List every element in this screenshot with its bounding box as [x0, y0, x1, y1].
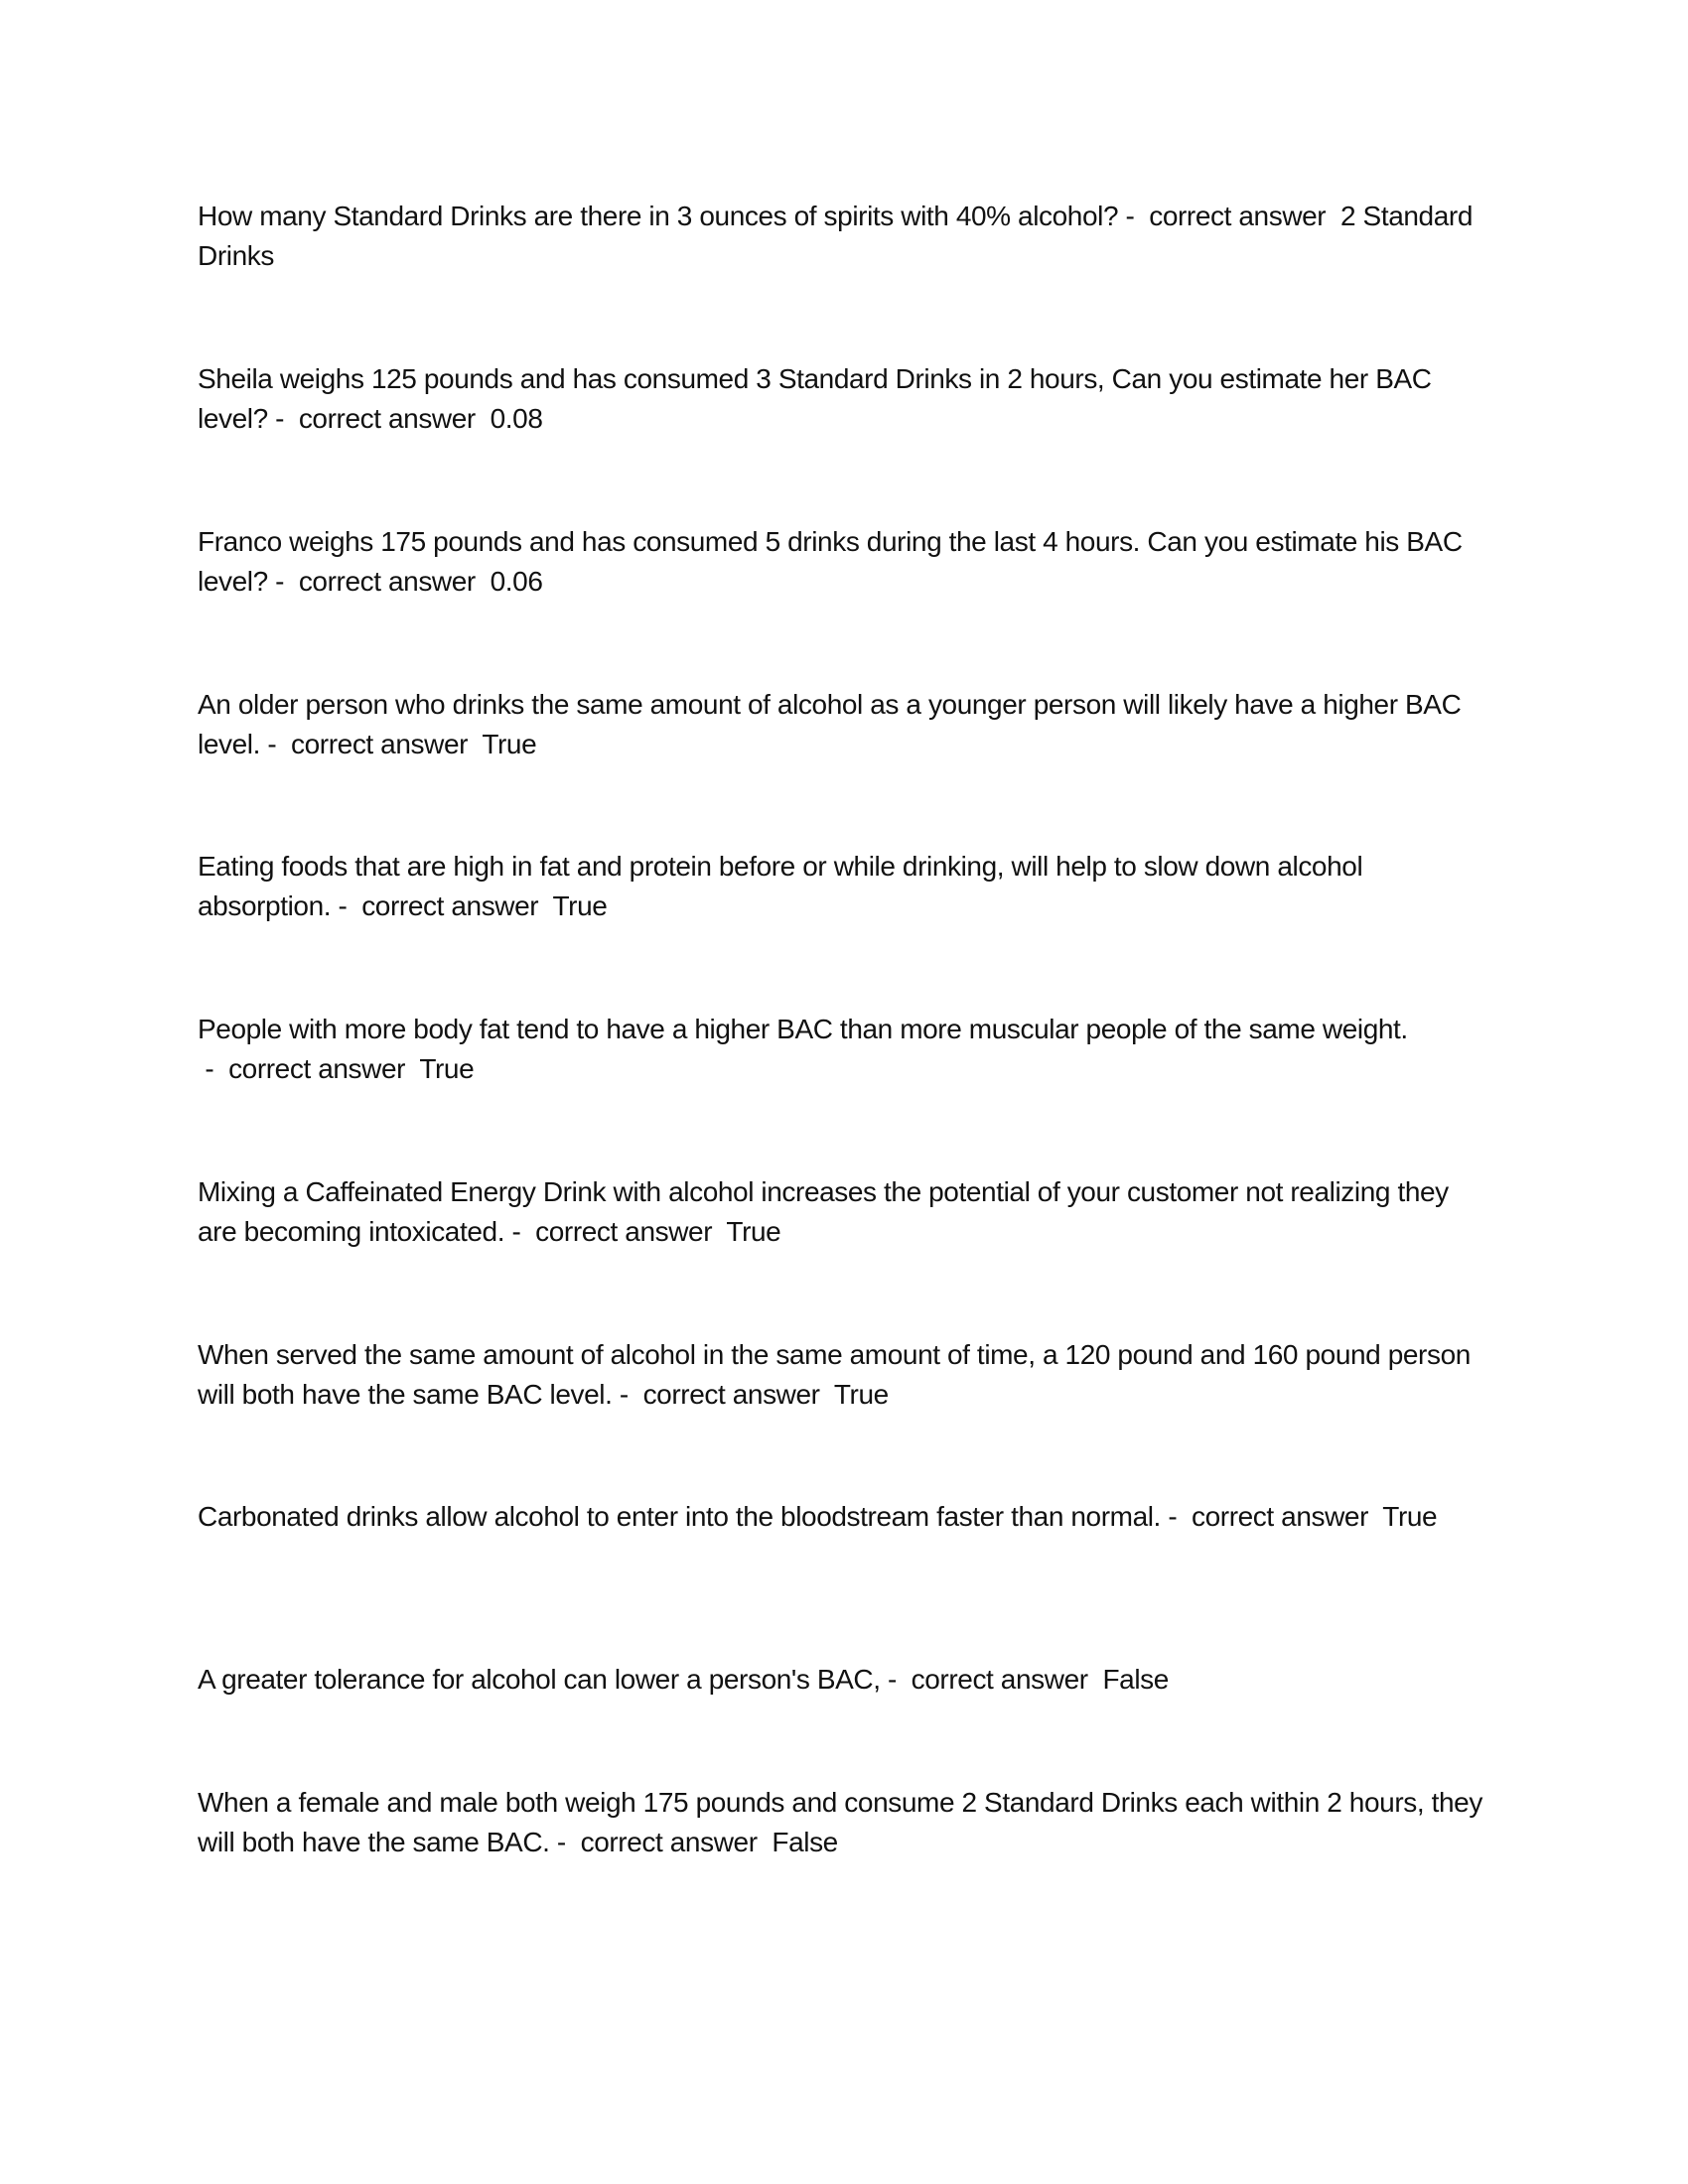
qa-item: Mixing a Caffeinated Energy Drink with alcohol increases the potential of your customer not realizing they are becoming intoxicated. - correct answer True	[198, 1176, 1449, 1247]
answer-label: correct answer	[642, 1379, 820, 1410]
qa-item: Franco weighs 175 pounds and has consumed 5 drinks during the last 4 hours. Can you estimate his BAC level? - correct answer 0.06	[198, 526, 1463, 597]
answer-value: True	[833, 1379, 889, 1410]
question-text: Carbonated drinks allow alcohol to enter into the bloodstream faster than normal.	[198, 1501, 1161, 1532]
question-text: Mixing a Caffeinated Energy Drink with alcohol increases the potential of your customer not realizing they are becoming intoxicated.	[198, 1176, 1449, 1247]
answer-value: True	[726, 1216, 781, 1247]
answer-value: True	[552, 890, 608, 921]
answer-value: 0.06	[490, 566, 543, 597]
answer-value: True	[1382, 1501, 1438, 1532]
answer-label: correct answer	[228, 1053, 406, 1084]
qa-item: When a female and male both weigh 175 pounds and consume 2 Standard Drinks each within 2 hours, they will both have the same BAC. - correct answer False	[198, 1787, 1482, 1857]
answer-value: True	[482, 729, 537, 759]
qa-item: Eating foods that are high in fat and protein before or while drinking, will help to slow down alcohol absorption. - correct answer True	[198, 851, 1363, 921]
answer-value: False	[1102, 1664, 1169, 1695]
question-text: A greater tolerance for alcohol can lower a person's BAC,	[198, 1664, 881, 1695]
question-text: An older person who drinks the same amount of alcohol as a younger person will likely have a higher BAC level.	[198, 689, 1462, 759]
answer-value: False	[772, 1827, 838, 1857]
qa-item: A greater tolerance for alcohol can lower a person's BAC, - correct answer False	[198, 1664, 1169, 1695]
question-text: When a female and male both weigh 175 pounds and consume 2 Standard Drinks each within 2 hours, they will both have the same BAC.	[198, 1787, 1482, 1857]
answer-label: correct answer	[535, 1216, 713, 1247]
question-text: Franco weighs 175 pounds and has consumed 5 drinks during the last 4 hours. Can you estimate his BAC level?	[198, 526, 1463, 597]
answer-label: correct answer	[580, 1827, 758, 1857]
qa-item: When served the same amount of alcohol in the same amount of time, a 120 pound and 160 pound person will both have the same BAC level. - correct answer True	[198, 1339, 1471, 1410]
answer-label: correct answer	[911, 1664, 1088, 1695]
answer-label: correct answer	[1192, 1501, 1369, 1532]
qa-item: Sheila weighs 125 pounds and has consumed 3 Standard Drinks in 2 hours, Can you estimate her BAC level? - correct answer 0.08	[198, 363, 1432, 434]
qa-item: People with more body fat tend to have a higher BAC than more muscular people of the same weight. - correct answer True	[198, 1014, 1408, 1084]
question-text: When served the same amount of alcohol in the same amount of time, a 120 pound and 160 pound person will both have the same BAC level.	[198, 1339, 1471, 1410]
question-text: People with more body fat tend to have a higher BAC than more muscular people of the same weight.	[198, 1014, 1408, 1044]
qa-item: An older person who drinks the same amount of alcohol as a younger person will likely have a higher BAC level. - correct answer True	[198, 689, 1462, 759]
answer-label: correct answer	[361, 890, 539, 921]
answer-value: True	[419, 1053, 475, 1084]
answer-label: correct answer	[298, 403, 476, 434]
question-text: Eating foods that are high in fat and protein before or while drinking, will help to slow down alcohol absorption.	[198, 851, 1363, 921]
answer-label: correct answer	[291, 729, 469, 759]
qa-item: Carbonated drinks allow alcohol to enter into the bloodstream faster than normal. - correct answer True	[198, 1501, 1438, 1532]
answer-label: correct answer	[298, 566, 476, 597]
question-text: Sheila weighs 125 pounds and has consumed 3 Standard Drinks in 2 hours, Can you estimate her BAC level?	[198, 363, 1432, 434]
question-text: How many Standard Drinks are there in 3 ounces of spirits with 40% alcohol?	[198, 201, 1119, 231]
answer-label: correct answer	[1149, 201, 1327, 231]
answer-value: 2 Standard Drinks	[198, 201, 1473, 271]
answer-value: 0.08	[490, 403, 543, 434]
qa-item: How many Standard Drinks are there in 3 ounces of spirits with 40% alcohol? - correct answer 2 Standard Drinks	[198, 201, 1473, 271]
